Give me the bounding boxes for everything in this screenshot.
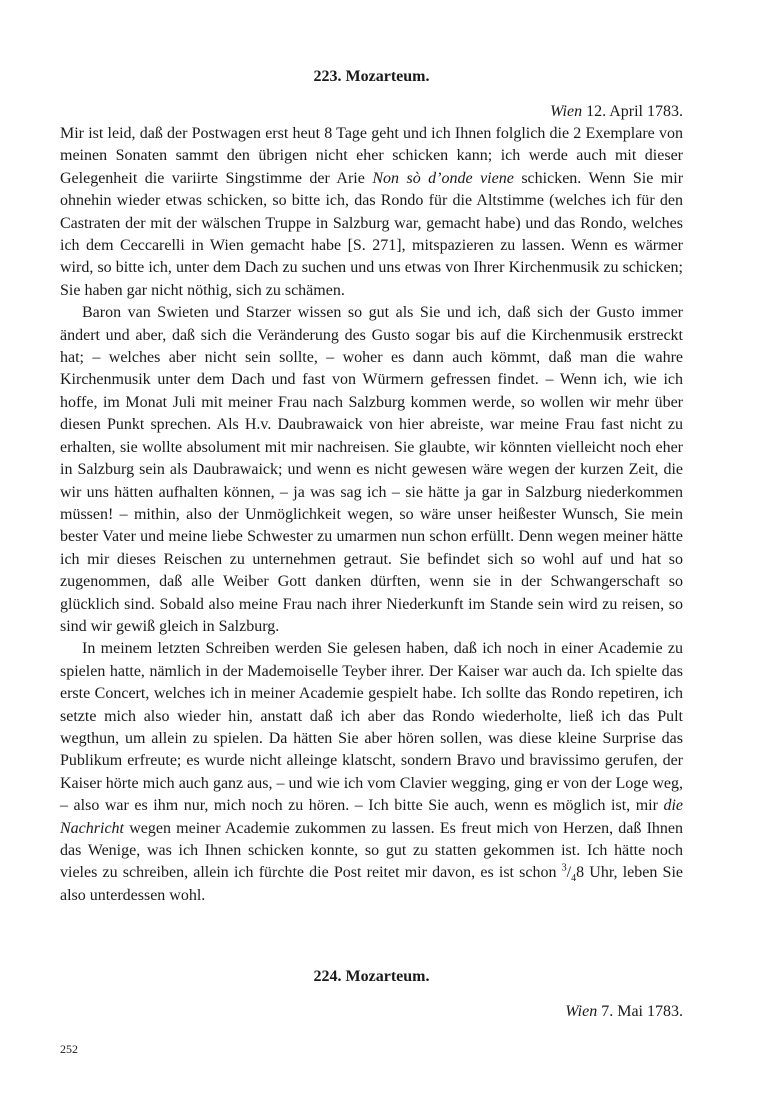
letter-heading-224: 224. Mozarteum. <box>313 968 430 985</box>
emphasis-text: die Nachricht <box>60 797 683 837</box>
paragraph-2: Baron van Swieten und Starzer wissen so gut als Sie und ich, daß sich der Gusto immer ändert und aber, daß sich die Veränderung des Gusto sogar bis auf die Kirchenmusik erstreckt hat; – welches aber nicht sein sollte, – woher es dann auch kömmt, daß man die wahre Kirchenmusik unter dem Dach und fast von Würmern gefressen findet. – Wenn ich, wie ich hoffe, im Monat Juli mit meiner Frau nach Salzburg kommen werde, so wollen wir mehr über diesen Punkt sprechen. Als H.v. Daubrawaick von hier abreiste, war meine Frau fast nicht zu erhalten, sie wollte absolument mit mir nachreisen. Sie glaubte, wir könnten vielleicht noch eher in Salzburg sein als Daubrawaick; und wenn es nicht gewesen wäre wegen der kurzen Zeit, die wir uns hätten aufhalten können, – ja was sag ich – sie hätte ja gar in Salzburg niederkommen müssen! – mithin, also der Unmöglichkeit wegen, so wäre unser heißester Wunsch, Sie mein bester Vater und meine liebe Schwester zu umarmen nun schon erfüllt. Denn wegen meiner hätte ich mir dieses Reischen zu unternehmen getraut. Sie befindet sich so wohl auf und hat so zugenommen, daß alle Weiber Gott danken dürften, wenn sie in der Schwangerschaft so glücklich sind. Sobald also meine Frau nach ihrer Niederkunft im Stande sein wird zu reisen, so sind wir gewiß gleich in Salzburg. <box>60 304 683 635</box>
text-run: schicken. Wenn Sie mir ohnehin wieder etwas schicken, so bitte ich, das Rondo für die Altstimme (welches ich für den Castraten der mit der wälschen Truppe in Salzburg war, gemacht habe) und das Rondo, welches ich dem Ceccarelli in Wien gemacht habe [S. 271], mitspazieren zu lassen. Wenn es wärmer wird, so bitte ich, unter dem Dach zu suchen und uns etwas von Ihrer Kirchenmusik zu schicken; Sie haben gar nicht nöthig, sich zu schämen. <box>60 169 684 299</box>
fraction-slash: / <box>566 864 572 882</box>
date-text: 12. April 1783. <box>582 103 683 120</box>
letter-dateline-224 <box>60 1002 683 1022</box>
text-run: wegen meiner Academie zukommen zu lassen. Es freut mich von Herzen, daß Ihnen das Wenige, was ich Ihnen schicken konnte, so gut zu statten gekommen ist. Ich hätte noch vieles zu schreiben, allein ich fürchte die Post reitet mir davon, es ist schon <box>60 819 683 882</box>
date-text: 7. Mai 1783. <box>597 1003 683 1020</box>
text-run: Mir ist leid, daß der Postwagen erst heut 8 Tage geht und ich Ihnen folglich die 2 Exemplare von meinen Sonaten sammt den übrigen nicht eher schicken kann; ich werde auch mit dieser Gelegenheit die variirte Singstimme der Arie <box>60 125 683 187</box>
page-number: 252 <box>60 1042 78 1056</box>
date-place: Wien <box>565 1003 598 1020</box>
letter-heading-223: 223. Mozarteum. <box>313 68 430 85</box>
date-place: Wien <box>550 103 583 120</box>
letter-body-223 <box>60 123 683 907</box>
paragraph-3 <box>60 638 683 907</box>
text-run: In meinem letzten Schreiben werden Sie gelesen haben, daß ich noch in einer Academie zu spielen hatte, nämlich in der Mademoiselle Teyber ihrer. Der Kaiser war auch da. Ich spielte das erste Concert, welches ich in meiner Academie gespielt habe. Ich sollte das Rondo repetiren, ich setzte mich also wieder hin, anstatt daß ich aber das Rondo wiederholte, ließ ich das Pult wegthun, um allein zu spielen. Da hätten Sie aber hören sollen, was diese kleine Surprise das Publikum erfreute; es wurde nicht alleinge klatscht, sondern Bravo und bravissimo gerufen, der Kaiser hörte mich auch ganz aus, – und wie ich vom Clavier wegging, ging er von der Loge weg, – also war es ihm nur, mich noch zu hören. – Ich bitte Sie auch, wenn es möglich ist, mir <box>60 640 683 815</box>
paragraph-1 <box>60 123 683 302</box>
aria-title: Non sò d’onde viene <box>372 169 514 187</box>
fraction-numerator: 3 <box>561 863 567 875</box>
fraction-denominator: 4 <box>571 873 577 885</box>
fraction <box>561 863 577 885</box>
text-run: 8 Uhr, leben Sie also unterdessen wohl. <box>60 864 683 904</box>
letter-dateline-223 <box>60 102 683 122</box>
